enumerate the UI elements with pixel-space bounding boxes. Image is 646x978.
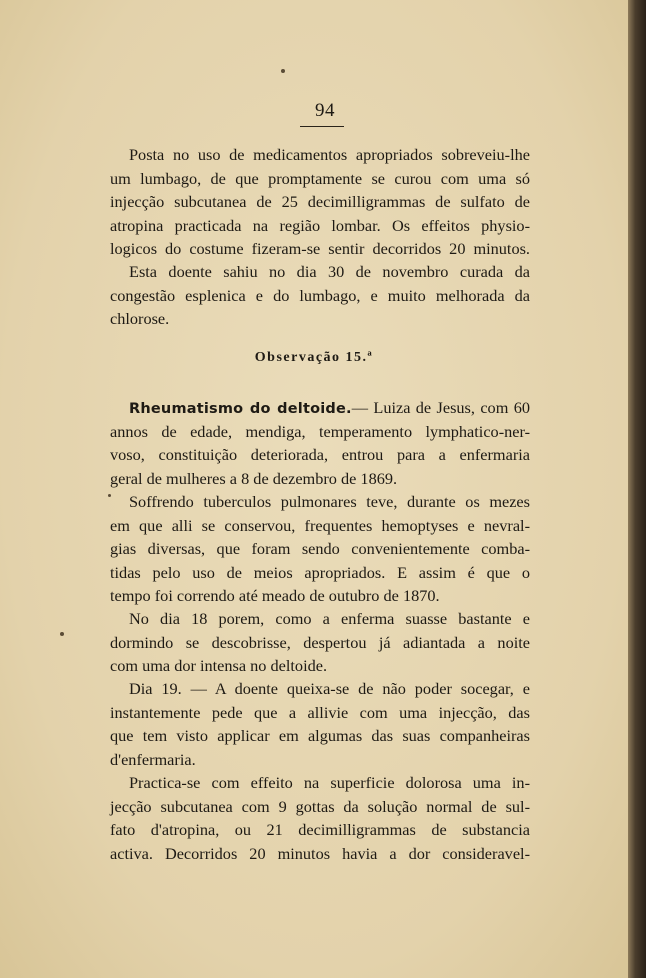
- paragraph-4: [110, 490, 530, 608]
- book-spine-edge: [628, 0, 646, 978]
- text-line: jecção subcutanea com 9 gottas da solução normal de sul-: [110, 796, 530, 816]
- paragraph-2: [110, 260, 530, 331]
- ink-speck: [281, 69, 285, 73]
- text-line: Dia 19. — A doente queixa-se de não poder socegar, e: [129, 679, 530, 698]
- text-line: logicos do costume fizeram-se sentir decorridos 20 minutos.: [110, 239, 530, 258]
- text-line: tidas pelo uso de meios apropriados. E assim é que o: [110, 562, 530, 582]
- text-line: Practica-se com effeito na superficie dolorosa uma in-: [129, 773, 530, 792]
- text-line: No dia 18 porem, como a enferma suasse bastante e: [129, 609, 530, 628]
- text-line: geral de mulheres a 8 de dezembro de 1869.: [110, 468, 398, 488]
- text-line: fato d'atropina, ou 21 decimilligrammas de substancia: [110, 820, 530, 839]
- text-line: annos de edade, mendiga, temperamento lymphatico-ner-: [110, 421, 530, 441]
- text-line: tempo foi correndo até meado de outubro de 1870.: [110, 586, 440, 605]
- text-line: congestão esplenica e do lumbago, e muito melhorada da: [110, 285, 530, 305]
- page-number: 94: [315, 100, 335, 121]
- case-title: Rheumatismo do deltoide.: [129, 401, 352, 417]
- paragraph-5: [110, 607, 530, 678]
- text-line: activa. Decorridos 20 minutos havia a dor consideravel-: [110, 843, 530, 863]
- text-line: Esta doente sahiu no dia 30 de novembro curada da: [129, 262, 530, 281]
- section-heading: Observação 15.ª: [254, 350, 374, 365]
- paragraph-3: [110, 396, 530, 490]
- text-line: atropina practicada na região lombar. Os effeitos physio-: [110, 215, 530, 235]
- text-line: um lumbago, de que promptamente se curou com uma só: [110, 168, 530, 188]
- text-line: [110, 396, 530, 420]
- text-line: com uma dor intensa no deltoide.: [110, 656, 328, 675]
- text-line: gias diversas, que foram sendo convenientemente comba-: [110, 539, 530, 558]
- text-line: Soffrendo tuberculos pulmonares teve, durante os mezes: [129, 492, 530, 511]
- paragraph-6: [110, 677, 530, 771]
- paragraph-1: [110, 143, 530, 261]
- text-span: — Luiza de Jesus, com 60: [351, 398, 530, 417]
- ink-speck: [60, 632, 64, 636]
- text-line: que tem visto applicar em algumas das suas companheiras: [110, 726, 530, 745]
- text-line: instantemente pede que a allivie com uma injecção, das: [110, 702, 530, 722]
- page-number-rule: [300, 126, 344, 127]
- text-line: chlorose.: [110, 309, 170, 328]
- text-line: dormindo se descobrisse, despertou já adiantada a noite: [110, 632, 530, 652]
- text-line: d'enfermaria.: [110, 749, 196, 769]
- text-line: injecção subcutanea de 25 decimilligrammas de sulfato de: [110, 192, 530, 211]
- text-line: em que alli se conservou, frequentes hemoptyses e nevral-: [110, 515, 530, 535]
- text-line: Posta no uso de medicamentos apropriados sobreveiu-lhe: [129, 145, 530, 164]
- paragraph-7: [110, 771, 530, 865]
- text-line: voso, constituição deteriorada, entrou para a enfermaria: [110, 445, 530, 464]
